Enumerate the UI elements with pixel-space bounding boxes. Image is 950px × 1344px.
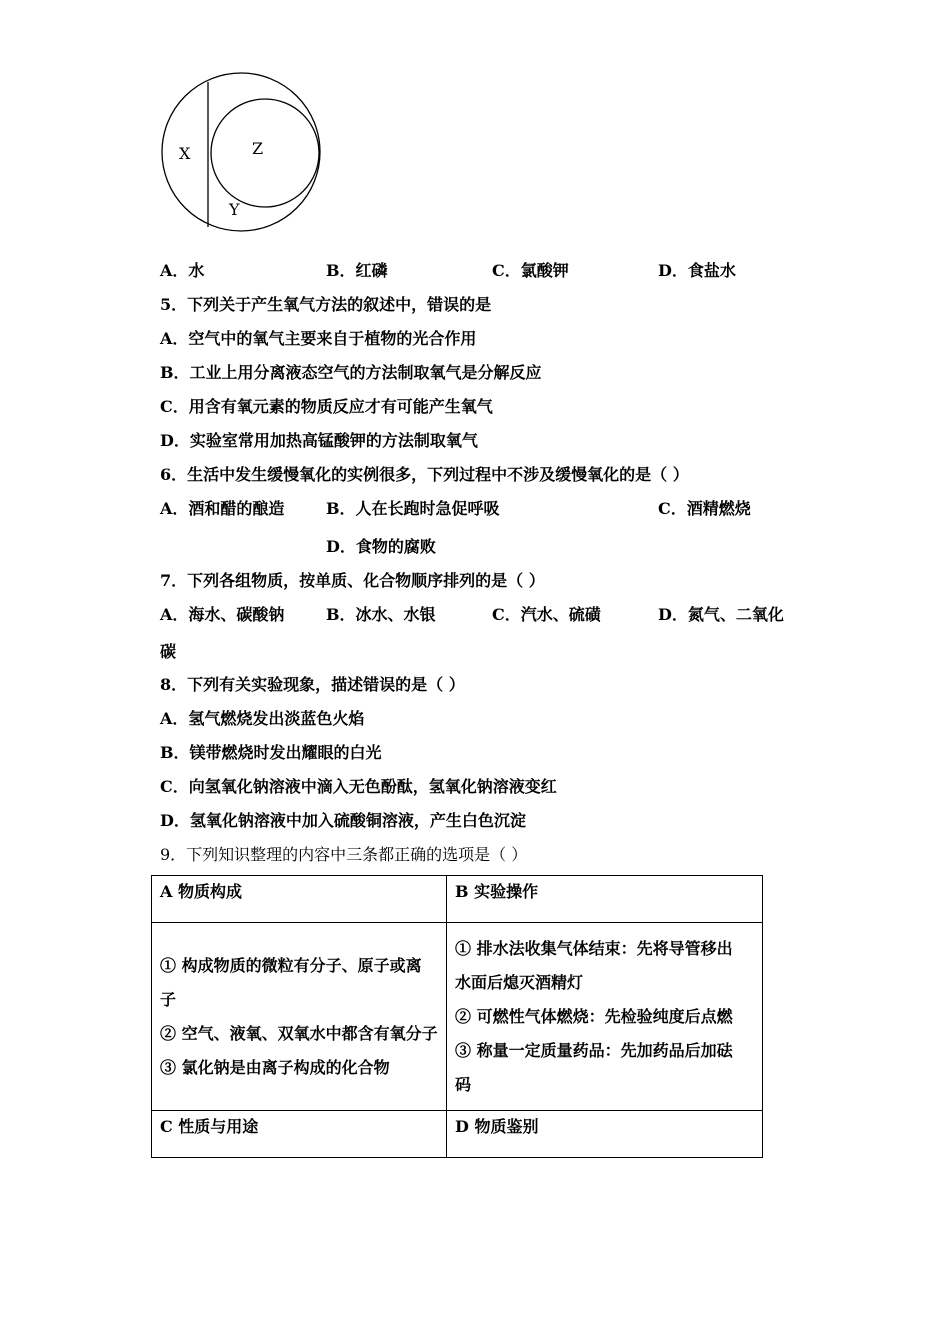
q7-option-d-wrap: 碳 [160,642,177,661]
cell-b-title: B 实验操作 [447,876,763,923]
q5-stem: 5．下列关于产生氧气方法的叙述中，错误的是 [160,295,492,314]
q6-option-b: B．人在长跑时急促呼吸 [326,499,500,518]
knowledge-table [151,875,763,1158]
q8-option-c: C．向氢氧化钠溶液中滴入无色酚酞，氢氧化钠溶液变红 [160,777,557,796]
q5-option-d: D．实验室常用加热高锰酸钾的方法制取氧气 [160,431,478,450]
label-y: Y [229,200,240,219]
q5-option-a: A．空气中的氧气主要来自于植物的光合作用 [160,329,477,348]
q4-option-c: C．氯酸钾 [492,261,569,280]
q6-option-d: D．食物的腐败 [326,537,436,556]
cell-d-title: D 物质鉴别 [447,1111,763,1158]
inner-circle [211,99,319,207]
q7-option-b: B．冰水、水银 [326,605,436,624]
q6-option-c: C．酒精燃烧 [658,499,751,518]
label-z: Z [252,139,264,158]
q7-option-d: D．氮气、二氧化 [658,605,784,624]
q8-option-b: B．镁带燃烧时发出耀眼的白光 [160,743,382,762]
a-item-1: ① 构成物质的微粒有分子、原子或离 [160,955,422,975]
b-item-3-wrap: 码 [455,1074,472,1094]
a-item-2: ② 空气、液氧、双氧水中都含有氧分子 [160,1023,438,1043]
q4-option-a: A．水 [160,261,205,280]
set-diagram [158,72,328,237]
q8-option-d: D．氢氧化钠溶液中加入硫酸铜溶液，产生白色沉淀 [160,811,526,830]
a-item-1-wrap: 子 [160,989,177,1009]
cell-a-items [152,923,447,1111]
b-item-1: ① 排水法收集气体结束：先将导管移出 [455,938,733,958]
cell-b-items [447,923,763,1111]
q8-option-a: A．氢气燃烧发出淡蓝色火焰 [160,709,365,728]
q7-stem: 7．下列各组物质，按单质、化合物顺序排列的是（ ） [160,571,545,590]
q5-option-b: B．工业上用分离液态空气的方法制取氧气是分解反应 [160,363,542,382]
q6-stem: 6．生活中发生缓慢氧化的实例很多，下列过程中不涉及缓慢氧化的是（ ） [160,465,689,484]
cell-a-title: A 物质构成 [152,876,447,923]
b-item-2: ② 可燃性气体燃烧：先检验纯度后点燃 [455,1006,733,1026]
q6-option-a: A．酒和醋的酿造 [160,499,285,518]
label-x: X [179,144,191,163]
a-item-3: ③ 氯化钠是由离子构成的化合物 [160,1057,390,1077]
q5-option-c: C．用含有氧元素的物质反应才有可能产生氧气 [160,397,493,416]
q8-stem: 8．下列有关实验现象，描述错误的是（ ） [160,675,465,694]
cell-c-title: C 性质与用途 [152,1111,447,1158]
q4-option-d: D．食盐水 [658,261,736,280]
q7-option-c: C．汽水、硫磺 [492,605,601,624]
q7-option-a: A．海水、碳酸钠 [160,605,285,624]
b-item-1-wrap: 水面后熄灭酒精灯 [455,972,584,992]
q4-option-b: B．红磷 [326,261,388,280]
q9-stem: 9．下列知识整理的内容中三条都正确的选项是（ ） [160,845,528,864]
b-item-3: ③ 称量一定质量药品：先加药品后加砝 [455,1040,733,1060]
